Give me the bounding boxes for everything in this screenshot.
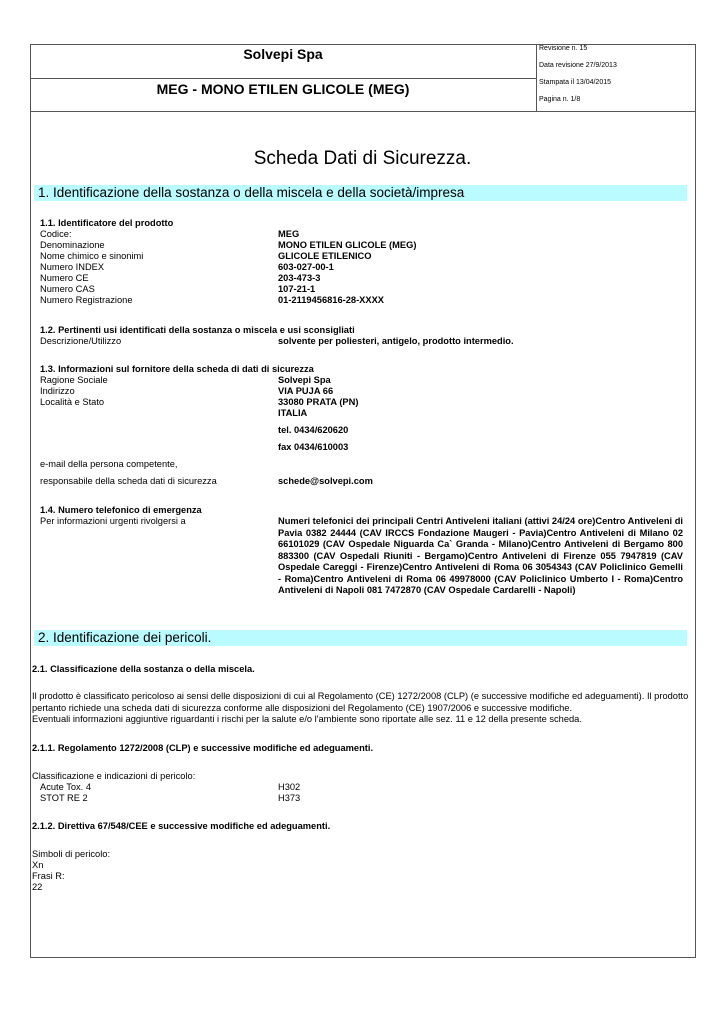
subsection-1-3-heading: 1.3. Informazioni sul fornitore della scheda di dati di sicurezza (40, 364, 314, 374)
subsection-2-1-2-heading: 2.1.2. Direttiva 67/548/CEE e successive modifiche ed adeguamenti. (32, 821, 331, 831)
chemical-name-value: GLICOLE ETILENICO (278, 251, 372, 261)
risk-phrases-value: 22 (32, 882, 43, 892)
header-divider (30, 78, 536, 79)
code-label: Codice: (40, 229, 72, 239)
location-label: Località e Stato (40, 397, 105, 407)
document-title: Scheda Dati di Sicurezza. (253, 148, 472, 169)
index-label: Numero INDEX (40, 262, 105, 272)
use-value: solvente per poliesteri, antigelo, prodotto intermedio. (278, 336, 514, 346)
company-value: Solvepi Spa (278, 375, 331, 385)
cas-label: Numero CAS (40, 284, 95, 294)
hazard-classification-label: Classificazione e indicazioni di pericolo: (32, 771, 196, 781)
telephone: tel. 0434/620620 (278, 425, 349, 435)
hazard-code-2: H373 (278, 793, 301, 803)
emergency-label: Per informazioni urgenti rivolgersi a (40, 516, 186, 526)
email-label: e-mail della persona competente, (40, 459, 178, 469)
header-title-block (30, 44, 537, 112)
hazard-symbols-value: Xn (32, 860, 44, 870)
cas-value: 107-21-1 (278, 284, 316, 294)
registration-value: 01-2119456816-28-XXXX (278, 295, 384, 305)
index-value: 603-027-00-1 (278, 262, 334, 272)
subsection-1-2-heading: 1.2. Pertinenti usi identificati della sostanza o miscela e usi sconsigliati (40, 325, 355, 335)
company-name: Solvepi Spa (243, 46, 323, 62)
email-link[interactable]: schede@solvepi.com (278, 476, 373, 486)
print-date: Stampata il 13/04/2015 (539, 79, 611, 86)
location-value: 33080 PRATA (PN) (278, 397, 359, 407)
subsection-2-1-heading: 2.1. Classificazione della sostanza o della miscela. (32, 664, 255, 674)
hazard-symbols-label: Simboli di pericolo: (32, 849, 111, 859)
revision-date: Data revisione 27/9/2013 (539, 62, 617, 69)
section-1-heading: 1. Identificazione della sostanza o della miscela e della società/impresa (34, 185, 687, 201)
fax: fax 0434/610003 (278, 442, 349, 452)
use-label: Descrizione/Utilizzo (40, 336, 122, 346)
additional-info-paragraph: Eventuali informazioni aggiuntive riguardanti i rischi per la salute e/o l'ambiente sono riportate alle sez. 11 e 12 della presente scheda. (32, 714, 582, 724)
hazard-class-1: Acute Tox. 4 (40, 782, 91, 792)
risk-phrases-label: Frasi R: (32, 871, 65, 881)
ce-value: 203-473-3 (278, 273, 321, 283)
revision-number: Revisione n. 15 (539, 45, 588, 52)
address-label: Indirizzo (40, 386, 75, 396)
registration-label: Numero Registrazione (40, 295, 133, 305)
name-value: MONO ETILEN GLICOLE (MEG) (278, 240, 417, 250)
subsection-2-1-1-heading: 2.1.1. Regolamento 1272/2008 (CLP) e successive modifiche ed adeguamenti. (32, 743, 374, 753)
company-label: Ragione Sociale (40, 375, 108, 385)
responsible-label: responsabile della scheda dati di sicurezza (40, 476, 217, 486)
subsection-1-4-heading: 1.4. Numero telefonico di emergenza (40, 505, 202, 515)
subsection-1-1-heading: 1.1. Identificatore del prodotto (40, 218, 174, 228)
emergency-numbers: Numeri telefonici dei principali Centri Antiveleni italiani (attivi 24/24 ore)Centro Antiveleni di Pavia 0382 24444 (CAV IRCCS Fondazione Maugeri - Pavia)Centro Antiveleni di Milano 02 66101029 (CAV Ospedale Niguarda Ca` Granda - Milano)Centro Antiveleni di Bergamo 800 883300 (CAV Ospedali Riuniti - Bergamo)Centro Antiveleni di Firenze 055 7947819 (CAV Ospedale Careggi - Firenze)Centro Antiveleni di Roma 06 3054343 (CAV Policlinico Gemelli - Roma)Centro Antiveleni di Roma 06 49978000 (CAV Policlinico Umberto I - Roma)Centro Antiveleni di Napoli 081 7472870 (CAV Ospedale Cardarelli - Napoli) (278, 516, 683, 595)
hazard-code-1: H302 (278, 782, 301, 792)
hazard-class-2: STOT RE 2 (40, 793, 88, 803)
address-value: VIA PUJA 66 (278, 386, 334, 396)
chemical-name-label: Nome chimico e sinonimi (40, 251, 144, 261)
page-number: Pagina n. 1/8 (539, 96, 581, 103)
classification-paragraph: Il prodotto è classificato pericoloso ai sensi delle disposizioni di cui al Regolamento (CE) 1272/2008 (CLP) (e successive modifiche ed adeguamenti). Il prodotto pertanto richiede una scheda dati di sicurezza conforme alle disposizioni del Regolamento (CE) 1907/2006 e successive modifiche. (32, 691, 689, 713)
document-header (30, 44, 696, 112)
product-name: MEG - MONO ETILEN GLICOLE (MEG) (156, 81, 410, 97)
ce-label: Numero CE (40, 273, 89, 283)
country-value: ITALIA (278, 408, 308, 418)
section-2-heading: 2. Identificazione dei pericoli. (34, 630, 687, 646)
code-value: MEG (278, 229, 300, 239)
name-label: Denominazione (40, 240, 105, 250)
